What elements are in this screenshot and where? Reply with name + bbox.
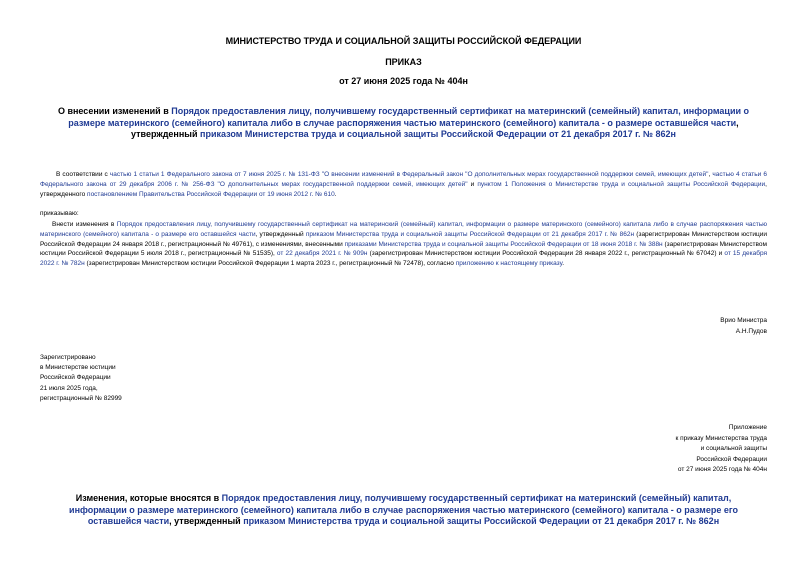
signature-block	[720, 315, 767, 337]
changes-title-text: Изменения, которые вносятся в	[75, 493, 222, 503]
paragraph-text: Внести изменения в	[52, 221, 117, 228]
paragraph-text: и	[467, 180, 478, 188]
paragraph-text: , утвержденного	[40, 180, 767, 198]
order-388n-link[interactable]: приказами Министерства труда и социальной защиты Российской Федерации от 18 июня 2018 г. № 388н	[344, 240, 663, 248]
paragraph-text: (зарегистрирован Министерством юстиции Российской Федерации 5 июля 2018 г., регистрационный № 51535),	[40, 240, 767, 258]
federal-law-131-link[interactable]: частью 1 статьи 1 Федерального закона от 7 июня 2025 г. № 131-ФЗ "О внесении изменений в Федеральный закон "О дополнительных мерах государственной поддержки семей, имеющих детей"	[109, 171, 709, 178]
order-title-text: О внесении изменений в	[57, 106, 172, 116]
order-862n-link[interactable]: приказом Министерства труда и социальной защиты Российской Федерации от 21 декабря 2017 г. № 862н	[243, 516, 720, 526]
signatory-name: А.Н.Пудов	[735, 328, 767, 335]
appendix-line: от 27 июня 2025 года № 404н	[677, 466, 767, 474]
changes-title-text: , утвержденный	[169, 516, 244, 526]
legal-basis-paragraph	[40, 170, 767, 199]
appendix-line: к приказу Министерства труда	[675, 434, 767, 442]
ministry-heading: МИНИСТЕРСТВО ТРУДА И СОЦИАЛЬНОЙ ЗАЩИТЫ РОССИЙСКОЙ ФЕДЕРАЦИИ	[225, 36, 582, 46]
orders-label: приказываю:	[40, 210, 79, 217]
federal-law-256-link[interactable]: частью 4 статьи 6 Федерального закона от 29 декабря 2006 г. № 256-ФЗ "О дополнительных мерах государственной поддержки семей, имеющих детей"	[40, 171, 768, 188]
procedure-link[interactable]: Порядок предоставления лицу, получившему государственный сертификат на материнский (семейный) капитал, информации о размере материнского (семейного) капитала либо в случае распоряжения частью материнского (семейного) капитала - о размере его оставшейся части	[69, 493, 738, 526]
paragraph-text: (зарегистрирован Министерством юстиции Российской Федерации 24 января 2018 г., регистрационный № 49761), с изменениями, внесенными	[40, 230, 767, 248]
paragraph-text: (зарегистрирован Министерством юстиции Российской Федерации 28 января 2022 г., регистрационный № 67042) и	[367, 250, 725, 258]
paragraph-text: В соответствии с	[56, 171, 110, 178]
paragraph-text: , утвержденный	[255, 230, 306, 238]
appendix-line: Российской Федерации	[696, 455, 767, 463]
appendix-block	[675, 423, 767, 476]
registration-line: Российской Федерации	[40, 374, 111, 382]
order-body-paragraph	[40, 220, 767, 269]
procedure-link[interactable]: Порядок предоставления лицу, получившему государственный сертификат на материнский (семейный) капитал, информации о размере материнского (семейного) капитала либо в случае распоряжения частью материнского (семейного) капитала - о размере его оставшейся части	[40, 221, 767, 238]
order-date: от 27 июня 2025 года № 404н	[339, 76, 468, 86]
appendix-line: Приложение	[728, 424, 767, 431]
order-title	[40, 106, 767, 141]
ministry-regulation-link[interactable]: пунктом 1 Положения о Министерстве труда и социальной защиты Российской Федерации	[477, 180, 766, 188]
order-862n-link[interactable]: приказом Министерства труда и социальной защиты Российской Федерации от 21 декабря 2017 г. № 862н	[200, 129, 676, 139]
registration-line: Зарегистрировано	[40, 354, 96, 361]
order-862n-link[interactable]: приказом Министерства труда и социальной защиты Российской Федерации от 21 декабря 2017 г. № 862н	[305, 230, 635, 238]
paragraph-text: .	[562, 260, 564, 268]
government-decree-610-link[interactable]: постановлением Правительства Российской Федерации от 19 июня 2012 г. № 610	[87, 190, 335, 198]
order-label: ПРИКАЗ	[385, 57, 422, 67]
signatory-position: Врио Министра	[720, 317, 767, 324]
registration-line: 21 июля 2025 года,	[40, 384, 98, 392]
paragraph-text: .	[334, 190, 337, 198]
order-909n-link[interactable]: от 22 декабря 2021 г. № 909н	[276, 250, 368, 258]
appendix-link[interactable]: приложению к настоящему приказу	[455, 260, 563, 268]
registration-block	[40, 353, 122, 404]
registration-line: регистрационный № 82999	[40, 394, 122, 402]
order-782n-link[interactable]: от 15 декабря 2022 г. № 782н	[40, 250, 768, 268]
paragraph-text: ,	[708, 171, 713, 178]
paragraph-text: (зарегистрирован Министерством юстиции Российской Федерации 1 марта 2023 г., регистрационный № 72478), согласно	[84, 260, 456, 268]
order-title-text: , утвержденный	[131, 117, 739, 139]
changes-title	[50, 493, 757, 528]
registration-line: в Министерстве юстиции	[40, 364, 116, 372]
appendix-line: и социальной защиты	[700, 445, 767, 453]
procedure-link[interactable]: Порядок предоставления лицу, получившему государственный сертификат на материнский (семейный) капитал, информации о размере материнского (семейного) капитала либо в случае распоряжения частью материнского (семейного) капитала - о размере оставшейся части	[68, 106, 750, 128]
